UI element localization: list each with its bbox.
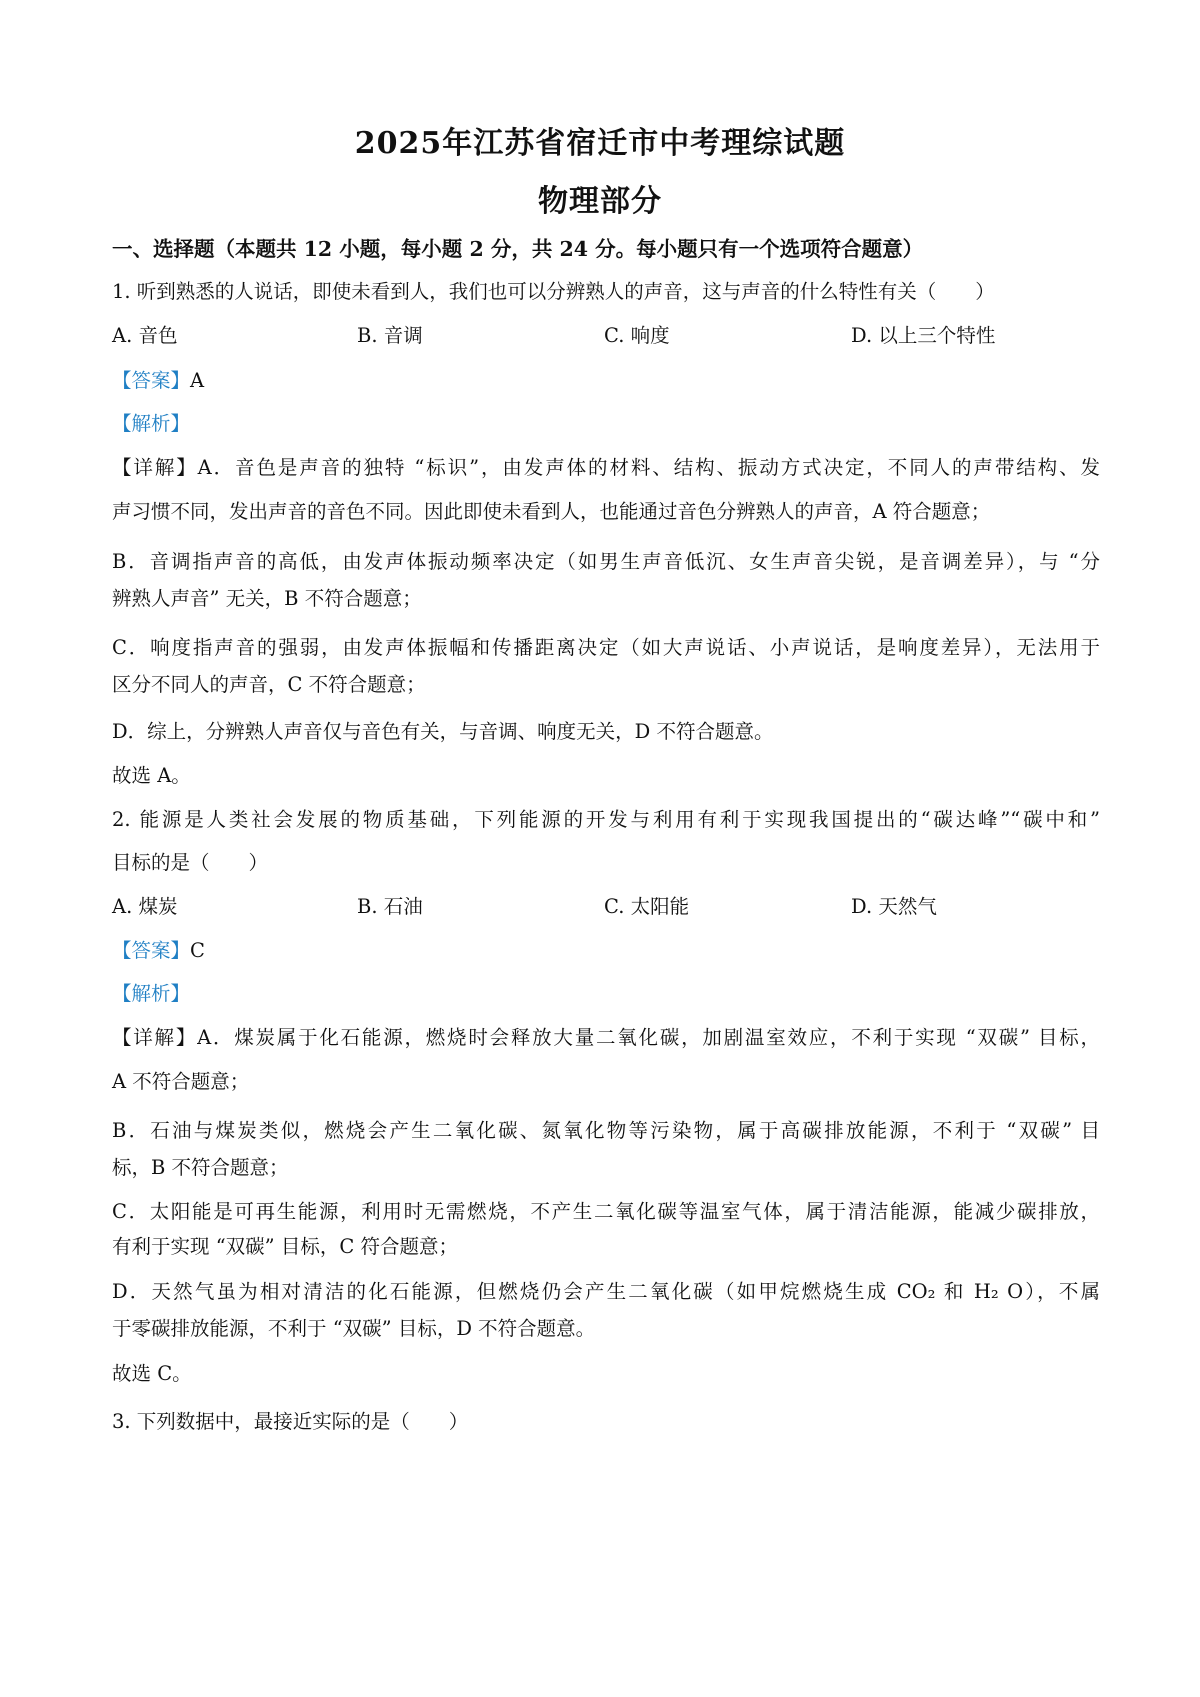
- question-2-stem-line: 2. 能源是人类社会发展的物质基础，下列能源的开发与利用有利于实现我国提出的“碳达峰”“碳中和”: [112, 808, 1100, 831]
- detail-line: 故选 C。: [112, 1362, 192, 1385]
- detail-line: D．综上，分辨熟人声音仅与音色有关，与音调、响度无关，D 不符合题意。: [112, 720, 774, 743]
- section-heading: 一、选择题（本题共 12 小题，每小题 2 分，共 24 分。每小题只有一个选项符合题意）: [112, 237, 924, 261]
- question-3-stem: 3. 下列数据中，最接近实际的是（ ）: [112, 1410, 469, 1433]
- detail-line: 故选 A。: [112, 764, 191, 787]
- detail-line: B．石油与煤炭类似，燃烧会产生二氧化碳、氮氧化物等污染物，属于高碳排放能源，不利于 “双碳” 目: [112, 1119, 1100, 1142]
- detail-line: 声习惯不同，发出声音的音色不同。因此即使未看到人，也能通过音色分辨熟人的声音，A 符合题意；: [112, 500, 991, 523]
- detail-line: 有利于实现 “双碳” 目标，C 符合题意；: [112, 1235, 458, 1258]
- detail-line: D．天然气虽为相对清洁的化石能源，但燃烧仍会产生二氧化碳（如甲烷燃烧生成 CO₂ 和 H₂ O），不属: [112, 1280, 1100, 1303]
- detail-line: 辨熟人声音” 无关，B 不符合题意；: [112, 587, 422, 610]
- question-1-option-c: C. 响度: [604, 324, 670, 347]
- question-2-option-a: A. 煤炭: [112, 895, 178, 918]
- answer-tag: 【答案】: [112, 939, 191, 962]
- question-2-option-c: C. 太阳能: [604, 895, 690, 918]
- answer-tag: 【答案】: [112, 369, 191, 392]
- question-1-answer: [112, 365, 204, 393]
- detail-line: 【详解】A．煤炭属于化石能源，燃烧时会释放大量二氧化碳，加剧温室效应，不利于实现 “双碳” 目标，: [112, 1026, 1100, 1049]
- answer-value: C: [190, 939, 205, 962]
- question-2-option-b: B. 石油: [357, 895, 423, 918]
- question-2-option-d: D. 天然气: [851, 895, 937, 918]
- detail-line: 区分不同人的声音，C 不符合题意；: [112, 673, 426, 696]
- question-1-stem: 1. 听到熟悉的人说话，即使未看到人，我们也可以分辨熟人的声音，这与声音的什么特性有关（ ）: [112, 280, 995, 303]
- question-1-option-d: D. 以上三个特性: [851, 324, 996, 347]
- document-subtitle: 物理部分: [538, 184, 662, 219]
- analysis-tag: 【解析】: [112, 412, 191, 435]
- detail-line: A 不符合题意；: [112, 1070, 250, 1093]
- detail-line: B．音调指声音的高低，由发声体振动频率决定（如男生声音低沉、女生声音尖锐，是音调差异），与 “分: [112, 550, 1100, 573]
- question-1-option-a: A. 音色: [112, 324, 178, 347]
- detail-line: 标，B 不符合题意；: [112, 1156, 289, 1179]
- detail-line: C．响度指声音的强弱，由发声体振幅和传播距离决定（如大声说话、小声说话，是响度差异），无法用于: [112, 636, 1100, 659]
- answer-value: A: [190, 369, 205, 392]
- detail-line: 【详解】A．音色是声音的独特 “标识”，由发声体的材料、结构、振动方式决定，不同人的声带结构、发: [112, 456, 1100, 479]
- question-2-stem-line: 目标的是（ ）: [112, 851, 269, 874]
- analysis-tag: 【解析】: [112, 982, 191, 1005]
- detail-line: C．太阳能是可再生能源，利用时无需燃烧，不产生二氧化碳等温室气体，属于清洁能源，能减少碳排放，: [112, 1200, 1100, 1223]
- question-1-option-b: B. 音调: [357, 324, 423, 347]
- detail-line: 于零碳排放能源，不利于 “双碳” 目标，D 不符合题意。: [112, 1317, 596, 1340]
- document-title: 2025年江苏省宿迁市中考理综试题: [354, 126, 846, 161]
- question-2-answer: [112, 935, 205, 963]
